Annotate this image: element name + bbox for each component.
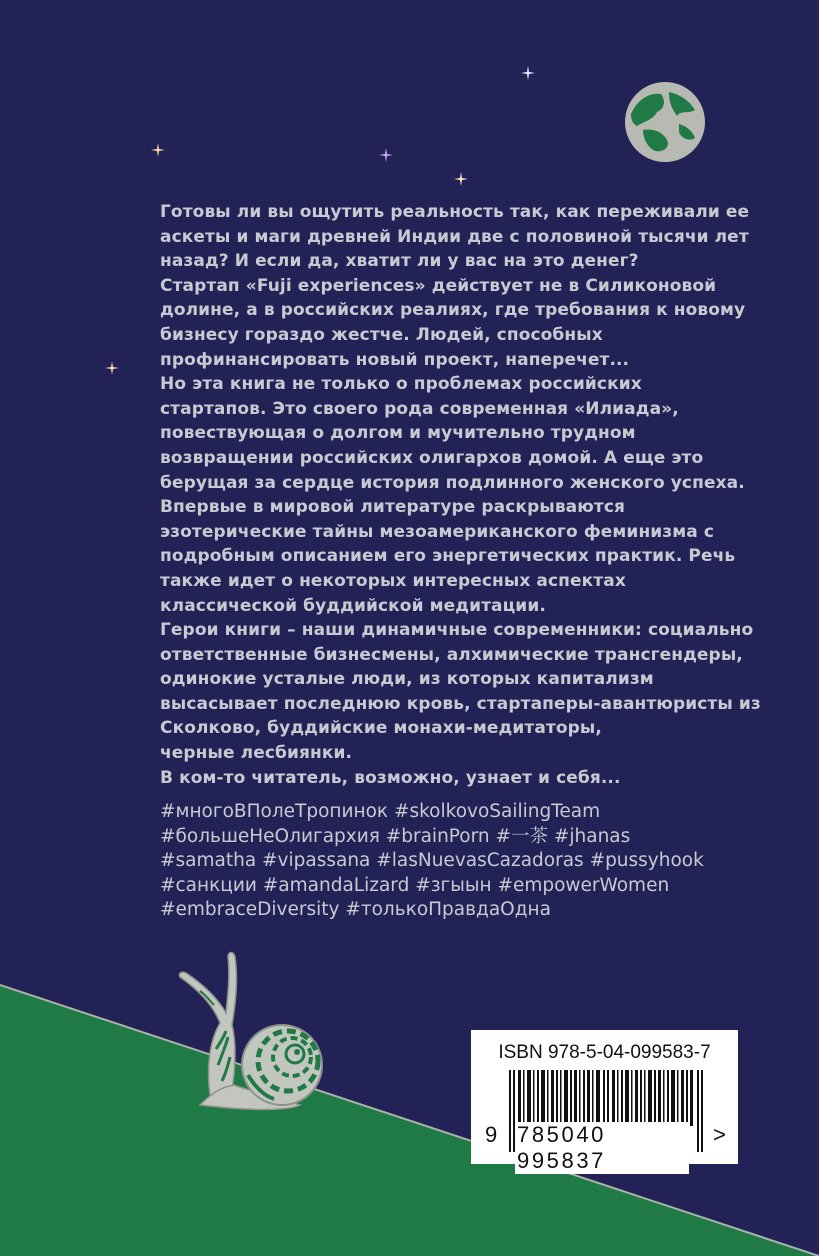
description-line: также идет о некоторых интересных аспектах (160, 570, 626, 591)
description-line: повествующая о долгом и мучительно трудном (160, 423, 636, 444)
description-line: В ком-то читатель, возможно, узнает и себя... (160, 767, 621, 788)
star-icon (105, 361, 119, 375)
moon-icon (623, 80, 707, 164)
description-line: стартапов. Это своего рода современная «Илиада», (160, 398, 679, 419)
description-line: Герои книги – наши динамичные современники: социально (160, 620, 754, 641)
description-line: Готовы ли вы ощутить реальность так, как переживали ее (160, 202, 750, 222)
hashtag-line: #embraceDiversity #толькоПравдаОдна (160, 899, 551, 920)
description-line: долине, а в российских реалиях, где требования к новому (160, 300, 746, 321)
star-icon (151, 143, 165, 157)
hashtag-line: #санкции #amandaLizard #згыын #empowerWomen (160, 874, 670, 896)
description-line: черные лесбиянки. (160, 743, 353, 764)
description-line: Но эта книга не только о проблемах российских (160, 374, 642, 395)
star-icon (379, 148, 393, 162)
hashtag-line: #многоВПолеТропинок #skolkovoSailingTeam (160, 801, 601, 822)
description-line: ответственные бизнесмены, алхимические трансгендеры, (160, 644, 743, 665)
description-line: классической буддийской медитации. (160, 595, 546, 616)
description-line: одинокие усталые люди, из которых капитализм (160, 669, 654, 690)
ean-digits: 785040 995837 (515, 1122, 689, 1174)
hashtag-line: #большеНеОлигархия #brainPorn #一茶 #jhanas (160, 825, 631, 847)
description-line: Впервые в мировой литературе раскрываются (160, 497, 626, 518)
description-line: высасывает последнюю кровь, стартаперы-авантюристы из (160, 693, 761, 714)
ean-first-digit: 9 (485, 1122, 498, 1147)
book-description (160, 200, 761, 790)
description-line: профинансировать новый проект, наперечет... (160, 349, 630, 370)
description-line: назад? И если да, хватит ли у вас на это денег? (160, 251, 639, 272)
description-line: бизнесу гораздо жестче. Людей, способных (160, 324, 603, 345)
description-line: возвращении российских олигархов домой. А еще это (160, 447, 704, 468)
description-line: эзотерические тайны мезоамериканского феминизма с (160, 521, 715, 542)
description-line: Стартап «Fuji experiences» действует не в Силиконовой (160, 275, 717, 296)
description-line: берущая за сердце история подлинного женского успеха. (160, 472, 745, 493)
hashtags (160, 800, 720, 923)
description-line: Сколково, буддийские монахи-медитаторы, (160, 718, 602, 739)
hashtag-line: #samatha #vipassana #lasNuevasCazadoras #pussyhook (160, 850, 704, 871)
isbn-label: ISBN 978-5-04-099583-7 (498, 1042, 711, 1063)
description-line: подробным описанием его энергетических практик. Речь (160, 546, 736, 567)
snail-illustration (170, 945, 330, 1115)
isbn-barcode-block (471, 1030, 738, 1173)
description-line: аскеты и маги древней Индии две с половиной тысячи лет (160, 226, 749, 247)
star-icon (521, 66, 535, 80)
ean-quiet-zone-marker: > (713, 1122, 726, 1147)
star-icon (454, 172, 468, 186)
